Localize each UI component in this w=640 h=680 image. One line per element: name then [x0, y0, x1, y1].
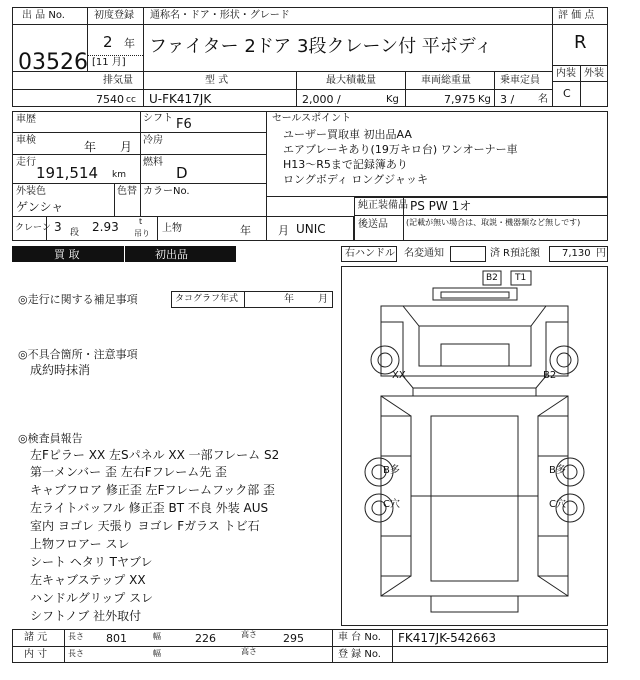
aftermarket-note: (記載が無い場合は、取説・機器類など無しです)	[406, 218, 581, 227]
header-divider	[12, 71, 552, 72]
crane-capacity-unit-top: t	[139, 217, 143, 226]
inspector-line: 左Fピラー XX 左Sパネル XX 一部フレーム S2	[30, 448, 280, 462]
footer-divider	[12, 646, 608, 647]
truck-diagram	[341, 266, 608, 626]
inspection-month-unit: 月	[120, 140, 133, 154]
mark-t1-top: T1	[515, 273, 527, 283]
equipment-label: 純正装備品	[358, 200, 408, 211]
mark-b-right: B多	[549, 465, 566, 476]
gvw-unit: Kg	[478, 94, 491, 105]
sales-point-line: ロングボディ ロングジャッキ	[283, 173, 428, 186]
cab-seat	[441, 344, 509, 366]
mileage-label: 走行	[16, 157, 36, 168]
equipment-divider	[354, 215, 608, 216]
lot-number: 03526	[18, 50, 88, 75]
height-label: 高さ	[241, 630, 257, 639]
reg-year-unit: 年	[124, 37, 135, 50]
specs-divider	[140, 111, 141, 216]
crane-year-unit: 年	[240, 224, 251, 237]
header-divider	[494, 71, 495, 107]
tacho-label: タコグラフ年式	[175, 294, 239, 304]
mark-c-left: C穴	[383, 499, 400, 510]
in-length-label: 長さ	[68, 649, 84, 658]
crane-top-label: 上物	[162, 223, 182, 234]
recycle-fee-label: R預託額	[503, 248, 540, 259]
equipment-value: PS PW 1オ	[410, 199, 472, 213]
inspector-line: 第一メンバー 歪 左右Fフレーム先 歪	[30, 465, 228, 479]
defect-line: 成約時抹消	[30, 363, 91, 377]
aircon-label: 冷房	[143, 135, 163, 146]
height-value: 295	[283, 632, 304, 645]
shift-value: F6	[176, 117, 192, 132]
footer-divider	[332, 629, 333, 663]
sales-point-line: H13～R5まで記録簿あり	[283, 158, 408, 171]
tacho-divider	[244, 291, 245, 308]
wheel-front-right-hub	[557, 353, 571, 367]
name-change-label: 名変通知	[404, 248, 444, 259]
max-load-label: 最大積載量	[326, 75, 376, 86]
displacement-label: 排気量	[103, 75, 133, 86]
mileage-unit: km	[112, 170, 126, 180]
header-divider	[143, 7, 144, 71]
name-change-box	[450, 246, 486, 262]
cab-front-panel	[403, 306, 546, 326]
lot-label: 出 品 No.	[22, 10, 65, 21]
crane-month-unit: 月	[278, 224, 289, 237]
defects-title: ◎不具合箇所・注意事項	[18, 348, 138, 361]
displacement-unit: cc	[126, 95, 136, 105]
sales-points-title: セールスポイント	[272, 113, 352, 124]
header-divider	[12, 24, 608, 25]
purchase-badge-label: 買 取	[54, 248, 80, 261]
capacity-label: 乗車定員	[500, 75, 540, 86]
gvw-label: 車両総重量	[421, 75, 471, 86]
fuel-label: 燃料	[143, 157, 163, 168]
inspector-line: シフトノブ 社外取付	[30, 609, 142, 623]
footer-divider	[392, 629, 393, 663]
supplement-title: ◎走行に関する補足事項	[18, 293, 138, 306]
crane-capacity-unit-bottom: 吊り	[134, 229, 150, 238]
wheel-front-left-hub	[378, 353, 392, 367]
color-change-label: 色替	[117, 186, 137, 197]
rear-bumper	[431, 596, 518, 612]
dims-label: 諸 元	[24, 632, 48, 643]
vehicle-name-label: 通称名・ドア・形状・グレード	[150, 10, 290, 21]
color-code-label: カラーNo.	[143, 186, 190, 197]
crane-capacity: 2.93	[92, 220, 119, 234]
max-load-value: 2,000 /	[302, 93, 341, 106]
handle-label: 右ハンドル	[345, 248, 395, 259]
interior-grade-label: 内装	[556, 68, 576, 79]
inspector-line: シート ヘタリ Tヤブレ	[30, 555, 153, 569]
purchase-badge	[12, 246, 124, 262]
gvw-value: 7,975	[444, 93, 476, 106]
width-value: 226	[195, 632, 216, 645]
first-listing-badge	[124, 246, 236, 262]
sales-point-line: ユーザー買取車 初出品AA	[283, 128, 412, 141]
exterior-grade-label: 外装	[584, 68, 604, 79]
tacho-year-unit: 年	[284, 294, 294, 305]
recycle-fee-unit: 円	[596, 248, 606, 259]
header-divider	[12, 89, 552, 90]
length-label: 長さ	[68, 632, 84, 641]
history-label: 車歴	[16, 114, 36, 125]
recycle-done-label: 済	[490, 248, 500, 259]
tacho-month-unit: 月	[318, 294, 328, 305]
sales-point-line: エアブレーキあり(19万キロ台) ワンオーナー車	[283, 143, 518, 156]
rating-label: 評 価 点	[558, 10, 595, 21]
rating-value: R	[574, 32, 587, 53]
crane-stage-unit: 段	[70, 228, 80, 238]
crane-label: クレーン	[15, 223, 51, 233]
deck-front-gate	[381, 396, 568, 416]
inspection-label: 車検	[16, 135, 36, 146]
vehicle-name: ファイター 2ドア 3段クレーン付 平ボディ	[149, 36, 493, 57]
crane-maker: UNIC	[296, 222, 326, 236]
model-value: U-FK417JK	[149, 92, 212, 106]
cab-lower	[403, 376, 546, 388]
first-listing-badge-label: 初出品	[155, 248, 188, 261]
in-width-label: 幅	[153, 649, 161, 658]
chassis-value: FK417JK-542663	[398, 631, 496, 645]
first-reg-label: 初度登録	[94, 10, 134, 21]
header-divider	[580, 65, 581, 107]
cab-roof-inner	[441, 292, 509, 298]
footer-divider	[64, 629, 65, 663]
inspector-line: ハンドルグリップ スレ	[30, 591, 154, 605]
header-divider	[405, 71, 406, 107]
inspector-line: キャブフロア 修正歪 左Fフレームフック部 歪	[30, 483, 276, 497]
inspector-line: 左ライトバッフル 修正歪 BT 不良 外装 AUS	[30, 501, 269, 515]
width-label: 幅	[153, 632, 161, 641]
crane-stage: 3	[54, 220, 62, 234]
inspector-title: ◎検査員報告	[18, 432, 83, 445]
cab-lower-inner	[413, 388, 536, 396]
header-divider	[143, 71, 144, 107]
capacity-value: 3 /	[500, 93, 515, 106]
model-label: 型 式	[205, 75, 229, 86]
displacement-value: 7540	[96, 93, 124, 106]
mileage-value: 191,514	[36, 164, 99, 182]
header-divider	[552, 7, 553, 107]
mark-c-right: C穴	[549, 499, 566, 510]
mark-b2-right: B2	[543, 370, 557, 381]
aftermarket-label: 後送品	[358, 219, 388, 230]
cab-right-door	[546, 322, 568, 376]
length-value: 801	[106, 632, 127, 645]
cab-windshield	[419, 326, 531, 366]
inspector-line: 上物フロアー スレ	[30, 537, 130, 551]
mark-xx-left: XX	[392, 370, 406, 381]
recycle-fee-value: 7,130	[562, 248, 591, 259]
specs-divider	[114, 183, 115, 216]
max-load-unit: Kg	[386, 94, 399, 105]
shift-label: シフト	[143, 113, 173, 124]
deck-rear-gate	[381, 576, 568, 596]
header-divider	[88, 55, 143, 56]
mark-b2-top: B2	[486, 273, 498, 283]
interior-dims-label: 内 寸	[24, 649, 48, 660]
inspection-year-unit: 年	[84, 140, 97, 154]
reg-year-value: 2	[103, 33, 113, 51]
header-divider	[296, 71, 297, 107]
mark-b-left: B多	[383, 465, 400, 476]
crane-divider	[157, 216, 158, 241]
capacity-unit: 名	[538, 94, 548, 105]
interior-grade-value: C	[563, 87, 571, 100]
ext-color-value: ゲンシャ	[16, 200, 64, 214]
reg-month-value: [11 月]	[92, 57, 126, 68]
ext-color-label: 外装色	[16, 186, 46, 197]
reg-no-label: 登 録 No.	[338, 649, 381, 660]
inspector-line: 左キャブステップ XX	[30, 573, 146, 587]
chassis-label: 車 台 No.	[338, 632, 381, 643]
cab-left-door	[381, 322, 403, 376]
deck-floor	[431, 416, 518, 581]
in-height-label: 高さ	[241, 647, 257, 656]
inspector-line: 室内 ヨゴレ 天張り ヨゴレ Fガラス トビ石	[30, 519, 260, 533]
fuel-value: D	[176, 164, 188, 182]
